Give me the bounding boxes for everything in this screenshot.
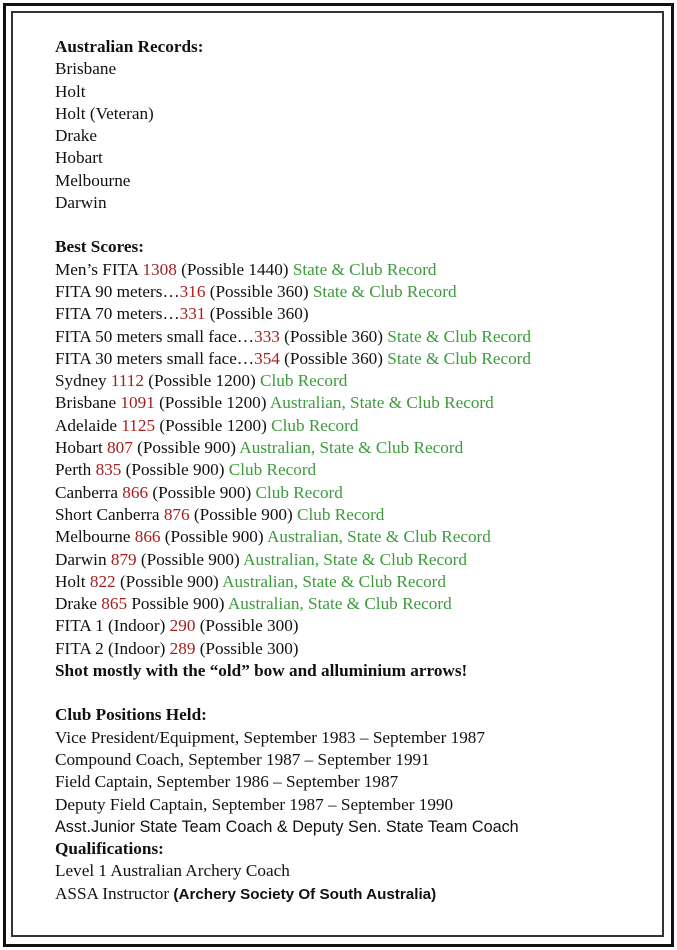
score-row — [55, 281, 655, 303]
score-value: 1125 — [121, 415, 156, 435]
score-record: Club Record — [228, 460, 317, 480]
club-position: Deputy Field Captain, September 1987 – September 1990 — [55, 794, 454, 814]
score-record: State & Club Record — [312, 281, 457, 301]
score-value: 333 — [254, 326, 280, 346]
score-label: Darwin — [55, 549, 111, 569]
score-row — [55, 571, 655, 593]
score-label: Drake — [55, 594, 102, 614]
score-label: Canberra — [55, 482, 123, 502]
score-row — [55, 482, 655, 504]
score-label: FITA 90 meters… — [55, 281, 180, 301]
score-possible: (Possible 900) — [160, 527, 267, 547]
score-value: 289 — [169, 638, 196, 658]
score-possible: (Possible 1200) — [154, 393, 270, 413]
score-label: FITA 1 (Indoor) — [55, 616, 170, 636]
score-possible: (Possible 360) — [279, 348, 388, 368]
score-value: 316 — [179, 281, 206, 301]
score-row — [55, 326, 655, 348]
score-record: Australian, State & Club Record — [266, 527, 491, 547]
score-record: Club Record — [271, 415, 359, 435]
score-value: 822 — [89, 571, 116, 591]
score-possible: (Possible 1440) — [176, 259, 293, 279]
score-value: 1112 — [110, 371, 144, 391]
score-value: 866 — [134, 527, 161, 547]
score-label: Hobart — [55, 438, 108, 458]
score-record: State & Club Record — [387, 326, 531, 346]
score-row — [55, 459, 655, 481]
records-item: Holt (Veteran) — [55, 103, 154, 123]
score-row — [55, 526, 655, 548]
score-record: Australian, State & Club Record — [227, 594, 452, 614]
qual-item: Level 1 Australian Archery Coach — [55, 861, 290, 881]
score-possible: (Possible 900) — [148, 482, 256, 502]
score-possible: Possible 900) — [127, 594, 228, 614]
score-label: FITA 70 meters… — [55, 304, 180, 324]
score-record: Australian, State & Club Record — [243, 549, 467, 569]
quals-heading: Qualifications: — [55, 839, 164, 859]
score-possible: (Possible 1200) — [143, 371, 260, 391]
score-possible: (Possible 900) — [115, 571, 223, 591]
score-value: 354 — [254, 348, 280, 368]
score-value: 866 — [122, 482, 149, 502]
document-body — [55, 36, 655, 906]
records-item: Drake — [55, 126, 97, 146]
club-position: Compound Coach, September 1987 – September 1991 — [55, 749, 430, 769]
score-possible: (Possible 900) — [189, 504, 298, 524]
score-row — [55, 638, 655, 660]
score-row — [55, 615, 655, 637]
score-possible: (Possible 1200) — [155, 415, 272, 435]
score-value: 331 — [179, 304, 206, 324]
qual-item — [55, 883, 655, 906]
score-value: 835 — [95, 460, 122, 480]
records-item: Brisbane — [55, 59, 117, 79]
score-row — [55, 593, 655, 615]
scores-list — [55, 259, 655, 660]
qual-assa-full: (Archery Society Of South Australia) — [173, 885, 437, 903]
club-position: Vice President/Equipment, September 1983 – September 1987 — [55, 727, 485, 747]
score-label: Holt — [55, 571, 90, 591]
score-row — [55, 370, 655, 392]
score-record: Australian, State & Club Record — [269, 393, 494, 413]
score-possible: (Possible 360) — [205, 281, 313, 301]
score-row — [55, 303, 655, 325]
score-label: Men’s FITA — [55, 259, 143, 279]
score-label: Perth — [55, 460, 96, 480]
score-row — [55, 415, 655, 437]
score-row — [55, 437, 655, 459]
score-label: FITA 50 meters small face… — [55, 326, 255, 346]
score-row — [55, 549, 655, 571]
score-value: 1091 — [120, 393, 155, 413]
score-label: FITA 2 (Indoor) — [55, 638, 170, 658]
score-record: Club Record — [297, 504, 385, 524]
club-heading: Club Positions Held: — [55, 705, 207, 725]
score-record: State & Club Record — [292, 259, 437, 279]
qual-assa: ASSA Instructor — [55, 883, 174, 903]
records-item: Darwin — [55, 193, 107, 213]
score-record: Australian, State & Club Record — [239, 438, 464, 458]
score-possible: (Possible 300) — [195, 616, 299, 636]
score-row — [55, 504, 655, 526]
score-label: FITA 30 meters small face… — [55, 348, 255, 368]
records-item: Hobart — [55, 148, 103, 168]
score-value: 1308 — [142, 259, 177, 279]
section-spacer — [55, 214, 655, 236]
score-row — [55, 259, 655, 281]
score-record: Australian, State & Club Record — [222, 571, 446, 591]
score-possible: (Possible 300) — [195, 638, 299, 658]
records-list — [55, 58, 655, 214]
score-possible: (Possible 360) — [205, 304, 309, 324]
score-value: 879 — [110, 549, 137, 569]
score-row — [55, 392, 655, 414]
records-item: Melbourne — [55, 170, 131, 190]
score-row — [55, 348, 655, 370]
score-possible: (Possible 900) — [132, 438, 240, 458]
records-item: Holt — [55, 81, 86, 101]
score-value: 807 — [107, 438, 133, 458]
score-value: 290 — [169, 616, 196, 636]
score-possible: (Possible 900) — [136, 549, 244, 569]
score-label: Sydney — [55, 371, 111, 391]
scores-note: Shot mostly with the “old” bow and alluminium arrows! — [55, 661, 468, 681]
score-value: 876 — [163, 504, 190, 524]
score-record: Club Record — [259, 371, 348, 391]
scores-heading: Best Scores: — [55, 237, 144, 257]
score-label: Melbourne — [55, 527, 135, 547]
score-value: 865 — [101, 594, 128, 614]
score-label: Brisbane — [55, 393, 121, 413]
records-heading: Australian Records: — [55, 37, 204, 56]
score-label: Short Canberra — [55, 504, 164, 524]
score-record: State & Club Record — [387, 348, 531, 368]
score-label: Adelaide — [55, 415, 122, 435]
score-record: Club Record — [255, 482, 343, 502]
score-possible: (Possible 900) — [121, 460, 229, 480]
club-extra: Asst.Junior State Team Coach & Deputy Sen. State Team Coach — [55, 817, 519, 836]
club-position: Field Captain, September 1986 – September 1987 — [55, 772, 399, 792]
section-spacer — [55, 682, 655, 704]
score-possible: (Possible 360) — [279, 326, 388, 346]
